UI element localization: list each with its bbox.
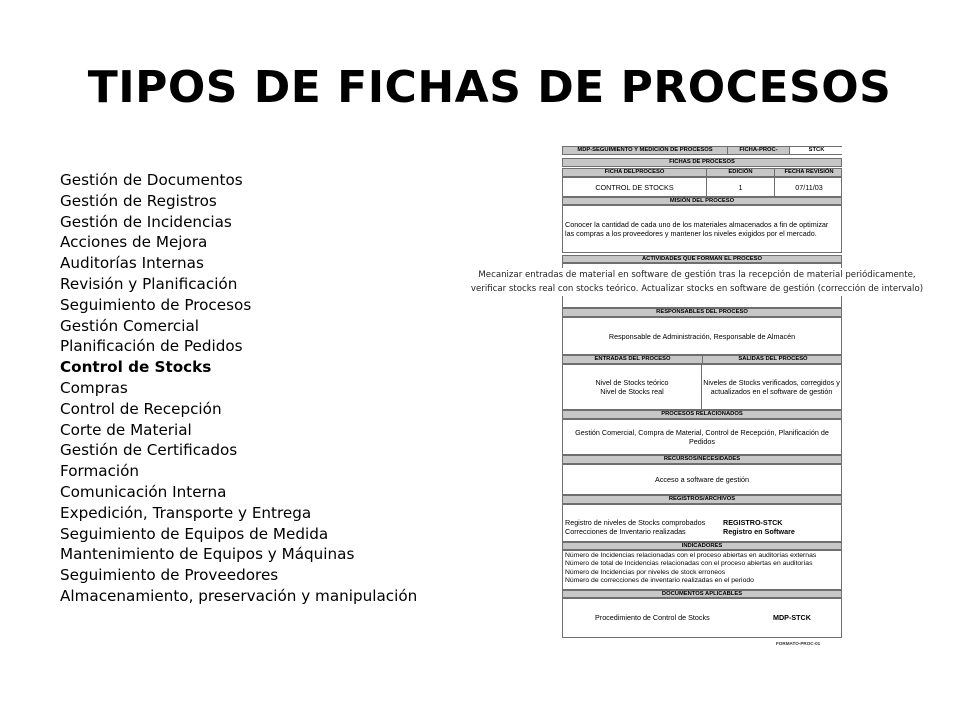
process-list-item: Revisión y Planificación <box>60 274 238 293</box>
process-list-item: Almacenamiento, preservación y manipulación <box>60 586 418 605</box>
input-line-2: Nivel de Stocks real <box>600 387 664 396</box>
process-list-item: Control de Recepción <box>60 399 222 418</box>
process-list-item: Gestión de Incidencias <box>60 212 232 231</box>
resources-title: RECURSOS/NECESIDADES <box>562 455 842 464</box>
col-edition-header: EDICIÓN <box>707 169 775 176</box>
indicator-2: Número de total de Incidencias relacionadas con el proceso abiertas en auditorías <box>565 560 813 568</box>
docs-box <box>562 598 842 638</box>
io-header-row <box>562 355 842 364</box>
process-list-item: Gestión de Registros <box>60 191 217 210</box>
process-list-item: Control de Stocks <box>60 358 212 377</box>
records-box <box>562 504 842 542</box>
process-list-item: Planificación de Pedidos <box>60 337 243 356</box>
col-revision-header: FECHA REVISIÓN <box>784 169 834 175</box>
related-box <box>562 419 842 455</box>
process-list-item: Acciones de Mejora <box>60 233 208 252</box>
process-type-list <box>60 170 417 607</box>
process-list-item: Mantenimiento de Equipos y Máquinas <box>60 545 355 564</box>
sheet-code-label: FICHA-PROC- <box>728 147 790 154</box>
activities-line-1: Mecanizar entradas de material en software de gestión tras la recepción de material periódicamente, <box>478 270 916 280</box>
related-line-1: Gestión Comercial, Compra de Material, Control de Recepción, Planificación de <box>575 428 829 437</box>
input-line-1: Nivel de Stocks teórico <box>595 378 669 387</box>
process-sheet <box>562 146 842 638</box>
indicators-title: INDICADORES <box>562 542 842 550</box>
docs-title: DOCUMENTOS APLICABLES <box>562 590 842 598</box>
activities-line-2: verificar stocks real con stocks teórico. Actualizar stocks en software de gestión (corrección de intervalo) <box>470 284 924 294</box>
sheet-column-headers <box>562 168 842 177</box>
outputs-title: SALIDAS DEL PROCESO <box>738 356 808 362</box>
sheet-values-row <box>562 177 842 197</box>
record-2-name: Correcciones de Inventario realizadas <box>565 527 686 536</box>
process-list-item: Seguimiento de Equipos de Medida <box>60 524 329 543</box>
inputs-title: ENTRADAS DEL PROCESO <box>563 356 703 363</box>
record-2-code: Registro en Software <box>723 527 795 536</box>
responsible-text: Responsable de Administración, Responsable de Almacén <box>562 317 842 355</box>
sheet-header-left: MDP-SEGUIMIENTO Y MEDICIÓN DE PROCESOS <box>563 147 728 154</box>
related-line-2: Pedidos <box>689 437 715 446</box>
output-line-2: actualizados en el software de gestión <box>710 387 833 396</box>
process-list-item: Gestión de Certificados <box>60 441 238 460</box>
sheet-title: FICHAS DE PROCESOS <box>562 158 842 167</box>
doc-name: Procedimiento de Control de Stocks <box>595 613 710 622</box>
io-values-row <box>562 364 842 410</box>
process-list-item: Compras <box>60 378 128 397</box>
process-list-item: Seguimiento de Procesos <box>60 295 252 314</box>
output-line-1: Niveles de Stocks verificados, corregidos y <box>703 378 840 387</box>
page-title: TIPOS DE FICHAS DE PROCESOS <box>87 62 892 113</box>
indicator-1: Número de Incidencias relacionadas con el proceso abiertas en auditorías externas <box>565 552 817 559</box>
record-1-name: Registro de niveles de Stocks comprobados <box>565 518 706 527</box>
related-title: PROCESOS RELACIONADOS <box>562 410 842 419</box>
inputs-cell <box>563 365 702 409</box>
outputs-cell <box>702 365 841 409</box>
process-list-item: Seguimiento de Proveedores <box>60 566 279 585</box>
form-code: FORMATO-PROC-01 <box>776 641 821 646</box>
activities-text <box>466 268 928 296</box>
activities-title: ACTIVIDADES QUE FORMAN EL PROCESO <box>562 255 842 263</box>
col-process-header: FICHA DELPROCESO <box>563 169 707 176</box>
mission-title: MISIÓN DEL PROCESO <box>562 197 842 205</box>
doc-code: MDP-STCK <box>773 613 811 622</box>
sheet-header-row <box>562 146 842 155</box>
process-list-item: Comunicación Interna <box>60 482 227 501</box>
responsible-title: RESPONSABLES DEL PROCESO <box>562 308 842 317</box>
record-1-code: REGISTRO-STCK <box>723 518 783 527</box>
process-name: CONTROL DE STOCKS <box>563 178 707 196</box>
process-list-item: Gestión Comercial <box>60 316 199 335</box>
indicator-4: Número de correcciones de inventario realizadas en el periodo <box>565 577 754 585</box>
process-list-item: Gestión de Documentos <box>60 171 243 189</box>
resources-text: Acceso a software de gestión <box>562 464 842 495</box>
indicator-3: Número de Incidencias por niveles de stock erroneos <box>565 568 726 576</box>
edition-value: 1 <box>707 178 775 196</box>
indicators-box <box>562 550 842 590</box>
process-list-item: Expedición, Transporte y Entrega <box>60 503 312 522</box>
process-list-item: Auditorías Internas <box>60 254 204 273</box>
revision-date: 07/11/03 <box>795 182 823 192</box>
sheet-code: STCK <box>790 147 843 154</box>
process-list-item: Corte de Material <box>60 420 192 439</box>
mission-text: Conocer la cantidad de cada uno de los materiales almacenados a fin de optimizar las compras a los proveedores y mantener los niveles exigidos por el mercado. <box>562 205 842 253</box>
records-title: REGISTROS/ARCHIVOS <box>562 495 842 504</box>
process-list-item: Formación <box>60 462 140 481</box>
